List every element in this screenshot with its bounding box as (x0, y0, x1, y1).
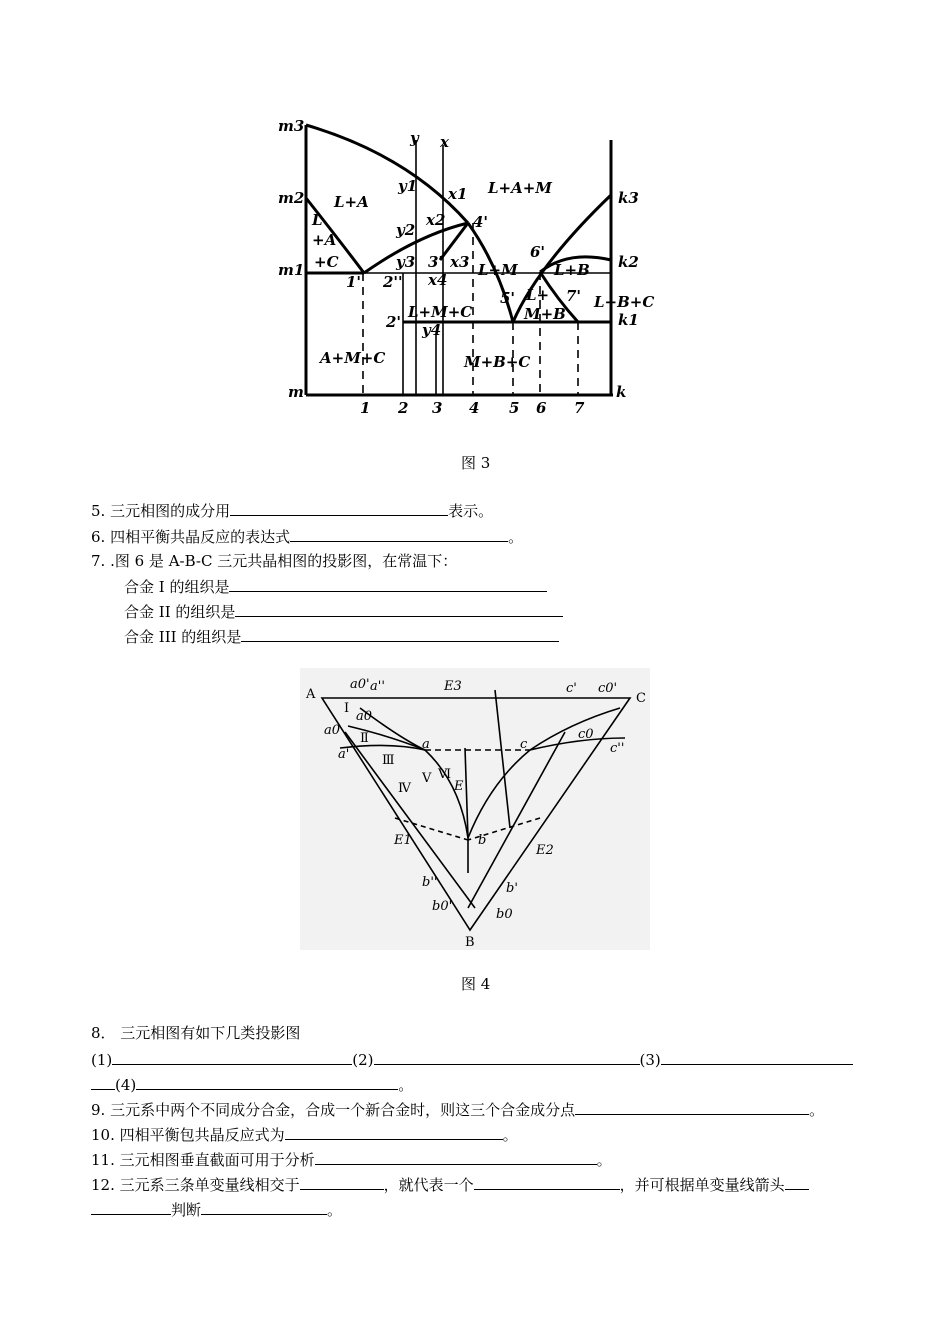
region-L+A+M: L+A+M (488, 179, 552, 197)
point-bdprime: b'' (422, 875, 438, 890)
point-adprime: a'' (370, 679, 385, 694)
question-8: 8． 三元相图有如下几类投影图 (91, 1024, 301, 1042)
label-k1: k1 (618, 311, 639, 329)
label-y: y (410, 129, 419, 147)
answer-blank-q12-3-cont[interactable] (91, 1199, 171, 1215)
point-y3: y3 (396, 253, 416, 271)
region-L-plus: L+ (526, 286, 550, 304)
point-E2: E2 (536, 843, 554, 858)
question-9: 9. 三元系中两个不同成分合金，合成一个新合金时，则这三个合金成分点 。 (91, 1101, 825, 1119)
region-M+B: M+B (524, 305, 566, 323)
point-b0: b0 (496, 907, 513, 922)
point-7prime: 7' (566, 287, 582, 305)
tick-6: 6 (536, 399, 547, 417)
answer-blank-q7-3[interactable] (241, 626, 559, 642)
point-y2: y2 (396, 221, 416, 239)
point-a0prime: a0' (350, 677, 370, 692)
vertex-C: C (636, 691, 646, 706)
region-L+B: L+B (554, 261, 590, 279)
label-k3: k3 (618, 189, 639, 207)
label-k: k (616, 383, 627, 401)
region-M+B+C: M+B+C (464, 353, 531, 371)
answer-blank-q12-2[interactable] (474, 1174, 620, 1190)
question-12-continued: 判断 。 (91, 1199, 342, 1220)
region-IV: Ⅳ (398, 781, 411, 796)
tick-2: 2 (398, 399, 409, 417)
region-L+A: L+A (334, 193, 369, 211)
tick-7: 7 (574, 399, 585, 417)
question-5: 5. 三元相图的成分用 表示。 (91, 502, 494, 520)
answer-blank-q10[interactable] (285, 1124, 503, 1140)
region-II: Ⅱ (360, 731, 369, 746)
point-2dprime: 2'' (383, 273, 403, 291)
point-6prime: 6' (530, 243, 546, 261)
label-m2: m2 (278, 189, 305, 207)
point-4prime: 4' (473, 213, 489, 231)
question-11: 11. 三元相图垂直截面可用于分析 。 (91, 1151, 612, 1169)
question-7: 7. .图 6 是 A-B-C 三元共晶相图的投影图，在常温下： (91, 552, 458, 570)
answer-blank-q9[interactable] (575, 1099, 809, 1115)
figure-4-projection-diagram (300, 668, 650, 950)
label-m3: m3 (278, 117, 305, 135)
question-6: 6. 四相平衡共晶反应的表达式 。 (91, 528, 524, 546)
point-y4: y4 (422, 321, 442, 339)
point-a0-left: a0 (324, 723, 341, 738)
question-7-alloy-3: 合金 III 的组织是 (124, 626, 559, 647)
region-L+M: L+M (478, 261, 518, 279)
point-a0-top: a0 (356, 709, 373, 724)
figure-3-caption: 图 3 (461, 454, 491, 472)
answer-blank-q8-4-lead[interactable] (91, 1074, 115, 1090)
question-8-item-4: (4) 。 (91, 1074, 413, 1095)
point-x4: x4 (428, 271, 448, 289)
point-E1: E1 (394, 833, 412, 848)
tick-1: 1 (360, 399, 371, 417)
point-x2: x2 (426, 211, 446, 229)
answer-blank-q12-3[interactable] (785, 1174, 809, 1190)
answer-blank-q7-1[interactable] (229, 576, 547, 592)
tick-5: 5 (509, 399, 520, 417)
point-bprime: b' (506, 881, 518, 896)
answer-blank-q8-4[interactable] (136, 1074, 398, 1090)
answer-blank-q12-1[interactable] (300, 1174, 384, 1190)
label-x: x (440, 133, 449, 151)
answer-blank-q11[interactable] (315, 1149, 597, 1165)
point-cprime: c' (566, 681, 577, 696)
answer-blank-q8-3[interactable] (661, 1049, 853, 1065)
question-7-alloy-1: 合金 I 的组织是 (124, 576, 547, 597)
region-A+M+C: A+M+C (320, 349, 386, 367)
region-plus-C: +C (314, 253, 339, 271)
point-cdprime: c'' (610, 741, 625, 756)
vertex-A: A (306, 687, 316, 702)
label-m1: m1 (278, 261, 305, 279)
figure-4-caption: 图 4 (461, 975, 491, 993)
tick-3: 3 (432, 399, 443, 417)
region-VI: Ⅵ (438, 767, 452, 782)
point-E: E (454, 779, 464, 794)
point-a: a (422, 737, 430, 752)
vertex-B: B (465, 935, 475, 950)
point-x3: x3 (450, 253, 470, 271)
point-c0prime: c0' (598, 681, 618, 696)
label-m: m (288, 383, 304, 401)
point-2prime: 2' (386, 313, 402, 331)
answer-blank-q5[interactable] (230, 500, 448, 516)
point-b0prime: b0' (432, 899, 453, 914)
region-I: Ⅰ (344, 701, 350, 716)
question-12: 12. 三元系三条单变量线相交于 ，就代表一个 ，并可根据单变量线箭头 (91, 1174, 809, 1195)
point-1prime: 1' (346, 273, 362, 291)
question-10: 10. 四相平衡包共晶反应式为 。 (91, 1126, 518, 1144)
answer-blank-q12-4[interactable] (201, 1199, 327, 1215)
point-b: b (478, 833, 487, 848)
tick-4: 4 (469, 399, 480, 417)
answer-blank-q8-2[interactable] (374, 1049, 640, 1065)
region-L+B+C: L+B+C (594, 293, 655, 311)
question-8-items: (1) (2) (3) (91, 1049, 853, 1070)
region-III: Ⅲ (382, 753, 395, 768)
point-c: c (520, 737, 528, 752)
question-7-alloy-2: 合金 II 的组织是 (124, 601, 563, 622)
point-3prime: 3' (428, 253, 444, 271)
point-E3: E3 (444, 679, 462, 694)
label-k2: k2 (618, 253, 639, 271)
answer-blank-q8-1[interactable] (112, 1049, 352, 1065)
region-plus-A: +A (312, 231, 337, 249)
region-V: Ⅴ (422, 771, 432, 786)
region-L+M+C: L+M+C (408, 303, 473, 321)
region-L: L (312, 211, 323, 229)
point-5prime: 5' (500, 289, 516, 307)
answer-blank-q7-2[interactable] (235, 601, 563, 617)
point-c0: c0 (578, 727, 594, 742)
answer-blank-q6[interactable] (290, 526, 508, 542)
point-x1: x1 (448, 185, 468, 203)
point-aprime: a' (338, 747, 350, 762)
point-y1: y1 (398, 177, 418, 195)
figure-3-phase-section (268, 95, 678, 425)
